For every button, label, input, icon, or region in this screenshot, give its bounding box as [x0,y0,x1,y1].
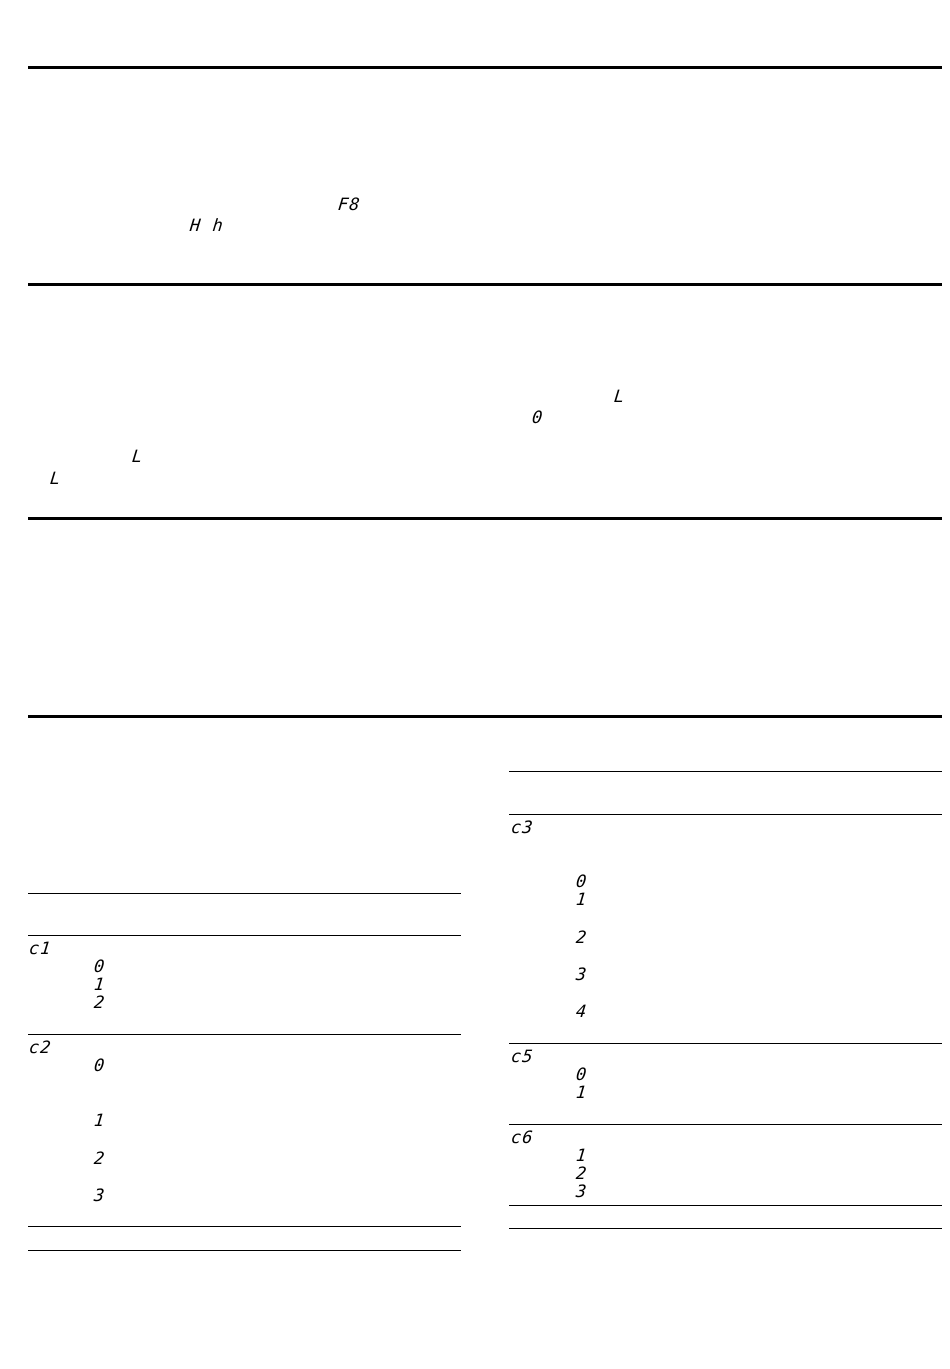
table-row-rule [28,1034,461,1035]
table-bottom-rule [28,1250,461,1251]
setting-code: c6 [510,1128,535,1148]
display-code-l: L [131,447,145,467]
setting-option: 2 [575,1164,589,1184]
setting-option: 2 [93,1149,107,1169]
setting-option: 0 [575,872,589,892]
table-row-rule [509,1205,942,1206]
display-code-l: L [49,469,63,489]
setting-option: 1 [575,1146,589,1166]
setting-option: 1 [575,1083,589,1103]
setting-option: 1 [93,975,107,995]
setting-option: 0 [93,1056,107,1076]
table-header-bottom-rule [509,814,942,815]
table-row-rule [509,1043,942,1044]
setting-option: 2 [93,993,107,1013]
setting-option: 3 [575,1182,589,1202]
setting-code: c2 [28,1038,53,1058]
setting-option: 1 [93,1111,107,1131]
setting-option: 0 [93,957,107,977]
section-divider-1 [28,66,942,69]
table-header-top-rule [509,771,942,772]
table-row-rule [28,1226,461,1227]
setting-code: c3 [510,818,535,838]
setting-option: 2 [575,928,589,948]
setting-code: c1 [28,939,53,959]
section-divider-3 [28,517,942,520]
table-bottom-rule [509,1228,942,1229]
table-header-bottom-rule [28,935,461,936]
setting-option: 0 [575,1065,589,1085]
setting-option: 4 [575,1002,589,1022]
display-code-0: 0 [531,408,545,428]
setting-option: 1 [575,890,589,910]
display-code-l: L [613,387,627,407]
display-code-hh: H h [189,216,225,236]
setting-option: 3 [575,965,589,985]
table-row-rule [509,1124,942,1125]
table-header-top-rule [28,893,461,894]
setting-code: c5 [510,1047,535,1067]
section-divider-4 [28,715,942,718]
section-divider-2 [28,283,942,286]
display-code-f8: F8 [337,195,362,215]
setting-option: 3 [93,1186,107,1206]
